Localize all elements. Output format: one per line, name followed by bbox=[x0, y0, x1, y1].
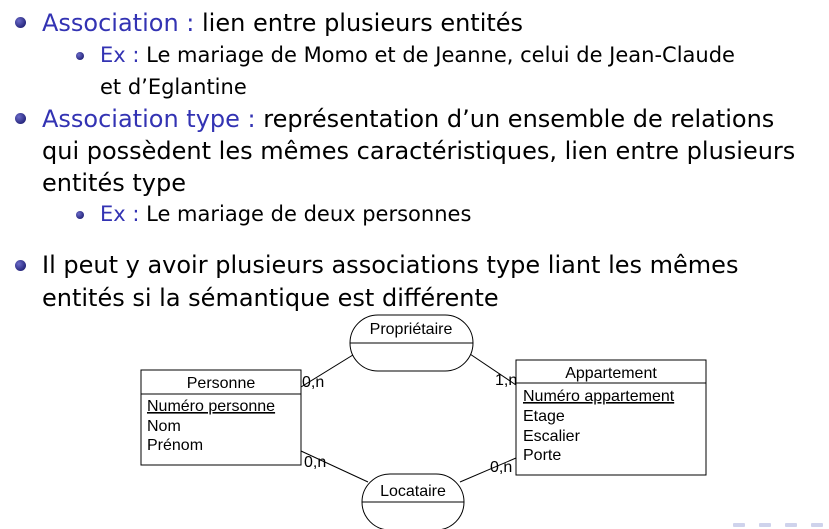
nav-next-icon[interactable] bbox=[811, 523, 823, 527]
entity-personne-attribute: Prénom bbox=[147, 437, 204, 454]
cardinality-personne-locataire: 0,n bbox=[304, 454, 327, 471]
entity-appartement-attribute: Escalier bbox=[523, 428, 580, 445]
definition-line-2: qui possèdent les mêmes caractéristiques, lien entre plusieurs bbox=[42, 137, 796, 165]
cardinality-appartement-proprietaire: 1,n bbox=[495, 372, 518, 389]
definition-line-3: entités type bbox=[42, 169, 186, 197]
entity-appartement-name: Appartement bbox=[565, 365, 657, 382]
nav-subsection-icon[interactable] bbox=[785, 523, 797, 527]
entity-personne-key: Numéro personne bbox=[147, 398, 276, 415]
entity-appartement-attribute: Etage bbox=[523, 408, 565, 425]
term-example: Ex : bbox=[100, 43, 140, 67]
entity-personne bbox=[141, 370, 301, 465]
sub-bullet-example-1-cont: et d’Eglantine bbox=[100, 75, 247, 99]
definition-association-type: représentation d’un ensemble de relations bbox=[255, 105, 775, 133]
association-locataire-label: Locataire bbox=[380, 483, 446, 500]
nav-prev-icon[interactable] bbox=[733, 523, 745, 527]
nav-section-icon[interactable] bbox=[759, 523, 771, 527]
cardinality-personne-proprietaire: 0,n bbox=[302, 374, 325, 391]
slide-navigation[interactable] bbox=[733, 523, 823, 527]
example-text: Le mariage de deux personnes bbox=[139, 202, 472, 226]
term-example: Ex : bbox=[100, 202, 140, 226]
entity-appartement-key: Numéro appartement bbox=[523, 388, 675, 405]
bullet-multiple-associations-cont: entités si la sémantique est différente bbox=[42, 284, 499, 312]
example-text: Le mariage de Momo et de Jeanne, celui de Jean-Claude bbox=[139, 43, 735, 67]
association-locataire bbox=[362, 474, 464, 529]
term-association-type: Association type : bbox=[42, 105, 256, 133]
entity-appartement bbox=[516, 360, 706, 475]
term-association: Association : bbox=[42, 9, 195, 37]
bullet-multiple-associations: Il peut y avoir plusieurs associations type liant les mêmes bbox=[42, 251, 739, 279]
entity-personne-attribute: Nom bbox=[147, 418, 181, 435]
entity-personne-name: Personne bbox=[186, 375, 256, 392]
definition-association: lien entre plusieurs entités bbox=[194, 9, 524, 37]
entity-appartement-attribute: Porte bbox=[523, 447, 562, 464]
association-proprietaire-label: Propriétaire bbox=[369, 321, 453, 338]
cardinality-appartement-locataire: 0,n bbox=[490, 459, 513, 476]
association-proprietaire bbox=[350, 315, 473, 371]
